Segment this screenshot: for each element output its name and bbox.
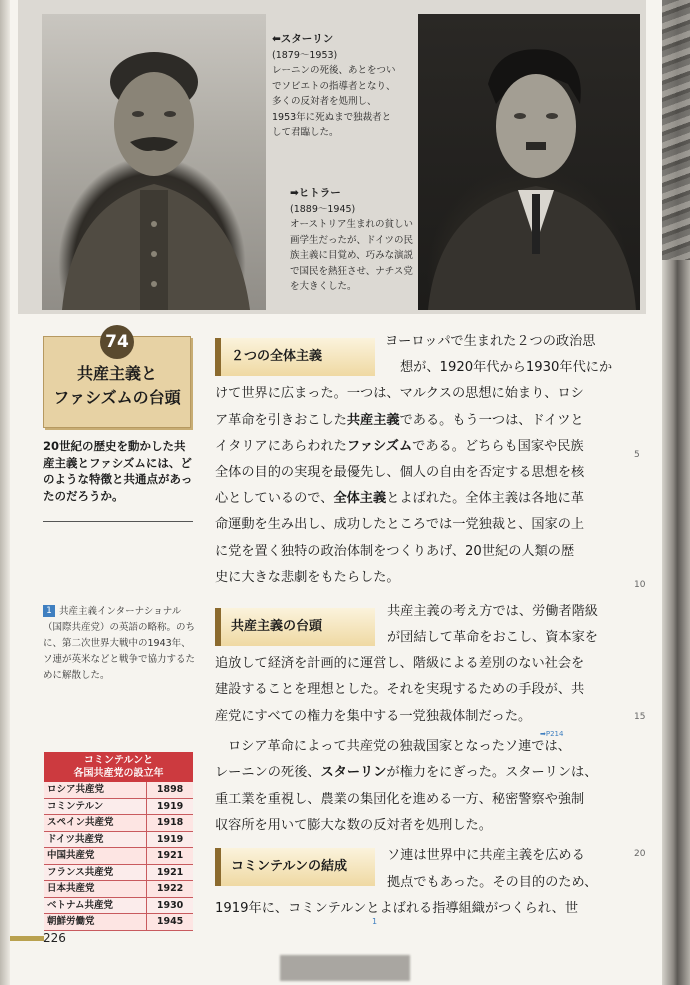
chapter-number-badge: 74 bbox=[100, 325, 134, 359]
party-name: 日本共産党 bbox=[44, 881, 147, 898]
establishment-table bbox=[44, 752, 193, 931]
line-number-10: 10 bbox=[634, 580, 646, 590]
body-span: とよばれた。全体主義は各地に革 bbox=[386, 491, 584, 506]
heading-two-totalitarianisms: ２つの全体主義 bbox=[215, 338, 375, 376]
chapter-title bbox=[43, 362, 191, 410]
body-line bbox=[215, 760, 627, 786]
body-line: 追放して経済を計画的に運営し、階級による差別のない社会を bbox=[215, 656, 585, 671]
page-edge-texture bbox=[662, 0, 690, 260]
term-fascism: ファシズム bbox=[346, 439, 413, 454]
footnote-comintern bbox=[43, 604, 195, 684]
stalin-portrait-sketch bbox=[42, 14, 266, 310]
hitler-caption bbox=[290, 186, 414, 295]
party-year: 1945 bbox=[147, 914, 193, 931]
table-row bbox=[44, 881, 193, 898]
body-line: ヨーロッパで生まれた２つの政治思 bbox=[385, 334, 596, 349]
body-span: ア革命を引きおこした bbox=[215, 413, 347, 428]
body-line: 拠点でもあった。その目的のため、 bbox=[387, 875, 598, 890]
hitler-caption-name: ➡ヒトラー bbox=[290, 187, 341, 199]
table-row bbox=[44, 815, 193, 832]
stalin-photo bbox=[42, 14, 266, 310]
page-number-bar bbox=[10, 936, 44, 941]
body-span: イタリアにあらわれた bbox=[215, 439, 347, 454]
body-line: ロシア革命によって共産党の独裁国家となったソ連では、 bbox=[228, 739, 571, 754]
hitler-photo bbox=[418, 14, 640, 310]
page-spine bbox=[0, 0, 10, 985]
line-number-20: 20 bbox=[634, 849, 646, 859]
party-year: 1921 bbox=[147, 848, 193, 865]
body-span: である。どちらも国家や民族 bbox=[412, 439, 584, 454]
body-span: が権力をにぎった。スターリンは、 bbox=[386, 765, 598, 780]
table-row bbox=[44, 848, 193, 865]
table-row bbox=[44, 914, 193, 931]
body-line: ソ連は世界中に共産主義を広める bbox=[387, 848, 585, 863]
body-line: 全体の目的の実現を最優先し、個人の自由を否定する思想を核 bbox=[215, 465, 585, 480]
body-span: 心としているので、 bbox=[215, 491, 334, 506]
body-line: 共産主義の考え方では、労働者階級 bbox=[387, 604, 598, 619]
body-span: である。もう一つは、ドイツと bbox=[399, 413, 584, 428]
stalin-caption bbox=[272, 32, 396, 141]
footnote-number: 1 bbox=[43, 605, 55, 617]
party-name: 朝鮮労働党 bbox=[44, 914, 147, 931]
blurred-region bbox=[280, 955, 410, 981]
table-header-line1: コミンテルンと bbox=[83, 755, 154, 766]
body-line bbox=[215, 408, 627, 434]
chapter-title-line2: ファシズムの台頭 bbox=[53, 388, 181, 407]
party-year: 1898 bbox=[147, 782, 193, 798]
chapter-title-line1: 共産主義と bbox=[76, 364, 157, 383]
body-line: に党を置く独特の政治体制をつくりあげ、20世紀の人類の歴 bbox=[215, 544, 575, 559]
body-line: が団結して革命をおこし、資本家を bbox=[387, 630, 598, 645]
party-year: 1930 bbox=[147, 897, 193, 914]
line-number-15: 15 bbox=[634, 712, 646, 722]
table-row bbox=[44, 864, 193, 881]
page-number: 226 bbox=[43, 931, 66, 945]
party-name: コミンテルン bbox=[44, 798, 147, 815]
party-name: ドイツ共産党 bbox=[44, 831, 147, 848]
body-line: けて世界に広まった。一つは、マルクスの思想に始まり、ロシ bbox=[215, 386, 584, 401]
party-name: 中国共産党 bbox=[44, 848, 147, 865]
party-name: ロシア共産党 bbox=[44, 782, 147, 798]
stalin-caption-text: レーニンの死後、あとをついでソビエトの指導者となり、多くの反対者を処刑し、1953年に死ぬまで独裁者として君臨した。 bbox=[272, 65, 396, 138]
party-name: ベトナム共産党 bbox=[44, 897, 147, 914]
heading-rise-of-communism: 共産主義の台頭 bbox=[215, 608, 375, 646]
line-number-5: 5 bbox=[634, 450, 640, 460]
body-line: 収容所を用いて膨大な数の反対者を処刑した。 bbox=[215, 818, 492, 833]
hitler-caption-text: オーストリア生まれの貧しい画学生だったが、ドイツの民族主義に目覚め、巧みな演説で国民を熱狂させ、ナチス党を大きくした。 bbox=[290, 219, 414, 292]
party-year: 1919 bbox=[147, 831, 193, 848]
term-stalin: スターリン bbox=[320, 765, 387, 780]
body-line: 建設することを理想とした。それを実現するための手段が、共 bbox=[215, 682, 585, 697]
party-year: 1919 bbox=[147, 798, 193, 815]
party-year: 1921 bbox=[147, 864, 193, 881]
body-line: 命運動を生み出し、成功したところでは一党独裁と、国家の上 bbox=[215, 517, 585, 532]
table-row bbox=[44, 897, 193, 914]
body-line: 1919年に、コミンテルンとよばれる指導組織がつくられ、世 bbox=[215, 901, 579, 916]
heading-comintern-founding: コミンテルンの結成 bbox=[215, 848, 375, 886]
table-header-line2: 各国共産党の設立年 bbox=[73, 768, 164, 779]
body-line: 産党にすべての権力を集中する一党独裁体制だった。 bbox=[215, 709, 532, 724]
body-line: 重工業を重視し、農業の集団化を進める一方、秘密警察や強制 bbox=[215, 792, 585, 807]
stalin-caption-years: (1879～1953) bbox=[272, 49, 338, 61]
body-line bbox=[215, 486, 627, 512]
party-year: 1922 bbox=[147, 881, 193, 898]
stalin-caption-name: ⬅スターリン bbox=[272, 33, 334, 45]
table-row bbox=[44, 798, 193, 815]
table-row bbox=[44, 831, 193, 848]
footnote-text: 共産主義インターナショナル（国際共産党）の英語の略称。のちに、第二次世界大戦中の1943年、ソ連が英米などと戦争で協力するために解散した。 bbox=[43, 606, 196, 681]
page-reference-link[interactable]: ➡P214 bbox=[540, 730, 564, 738]
body-line: 史に大きな悲劇をもたらした。 bbox=[215, 570, 400, 585]
body-line: 想が、1920年代から1930年代にか bbox=[400, 360, 613, 375]
chapter-lead-question: 20世紀の歴史を動かした共産主義とファシズムには、どのような特徴と共通点があったのだろうか。 bbox=[43, 439, 193, 503]
party-name: スペイン共産党 bbox=[44, 815, 147, 832]
table-row bbox=[44, 782, 193, 798]
hitler-portrait-sketch bbox=[418, 14, 640, 310]
hitler-caption-years: (1889～1945) bbox=[290, 203, 356, 215]
term-totalitarianism: 全体主義 bbox=[333, 491, 387, 506]
party-name: フランス共産党 bbox=[44, 864, 147, 881]
party-year: 1918 bbox=[147, 815, 193, 832]
body-span: レーニンの死後、 bbox=[215, 765, 321, 780]
body-line bbox=[215, 434, 627, 460]
term-communism: 共産主義 bbox=[346, 413, 400, 428]
table-header bbox=[44, 752, 193, 782]
lead-divider bbox=[43, 521, 193, 522]
footnote-marker[interactable]: 1 bbox=[372, 917, 378, 926]
